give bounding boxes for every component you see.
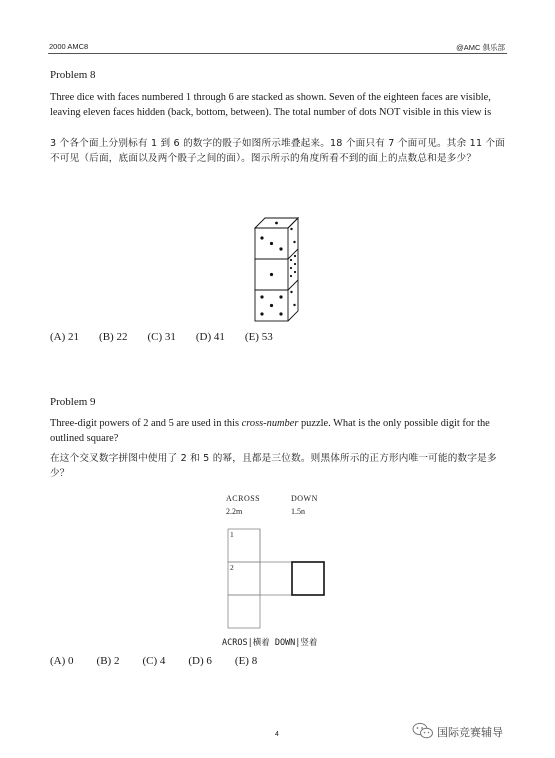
outlined-square: [292, 562, 324, 595]
stacked-dice-figure: [250, 213, 310, 325]
choice-9-b[interactable]: (B) 2: [96, 655, 120, 667]
problem-9-choices: [50, 655, 280, 667]
across-label: ACROSS: [226, 494, 261, 503]
down-label: DOWN: [291, 494, 318, 503]
watermark-text: 国际竞赛辅导: [437, 726, 503, 739]
problem-9-title: Problem 9: [50, 396, 96, 408]
choice-9-e[interactable]: (E) 8: [234, 655, 258, 667]
problem-8-choices: [50, 331, 293, 343]
header-right: @AMC 俱乐部: [456, 43, 505, 52]
problem-9-chinese: 在这个交叉数字拼图中使用了 2 和 5 的幂，且都是三位数。则黑体所示的正方形内唯一可能的数字是多少？: [50, 453, 497, 479]
wechat-logo-icon: [412, 722, 434, 740]
down-clue: 1.5n: [291, 507, 305, 516]
cell-number-1: 1: [230, 530, 234, 539]
problem-9-english: Three-digit powers of 2 and 5 are used in this cross-number puzzle. What is the only possible digit for the outlined square?: [50, 418, 490, 444]
problem-8-chinese: 3 个各个面上分别标有 1 到 6 的数字的骰子如图所示堆叠起来。18 个面只有 7 个面可见。其余 11 个面不可见（后面，底面以及两个骰子之间的面）。图示所示的角度所看不到的面上的点数总和是多少？: [50, 138, 506, 164]
puzzle-caption: ACROS|横着 DOWN|竖着: [222, 638, 318, 648]
choice-9-d[interactable]: (D) 6: [188, 655, 212, 667]
choice-9-a[interactable]: (A) 0: [50, 655, 74, 667]
header-rule: [48, 53, 507, 54]
choice-8-e[interactable]: (E) 53: [244, 331, 273, 343]
choice-8-d[interactable]: (D) 41: [195, 331, 225, 343]
problem-8-title: Problem 8: [50, 69, 96, 81]
cell-number-2: 2: [230, 563, 234, 572]
choice-8-c[interactable]: (C) 31: [147, 331, 176, 343]
choice-8-b[interactable]: (B) 22: [99, 331, 128, 343]
across-clue: 2.2m: [226, 507, 243, 516]
choice-8-a[interactable]: (A) 21: [50, 331, 80, 343]
choice-9-c[interactable]: (C) 4: [142, 655, 166, 667]
header-left: 2000 AMC8: [49, 42, 89, 51]
cross-number-grid: [228, 529, 328, 629]
problem-8-english: Three dice with faces numbered 1 through 6 are stacked as shown. Seven of the eighteen faces are visible, leaving eleven faces hidden (back, bottom, between). The total number of dots NOT visible in this view is: [50, 92, 492, 118]
page-number: 4: [275, 731, 279, 738]
